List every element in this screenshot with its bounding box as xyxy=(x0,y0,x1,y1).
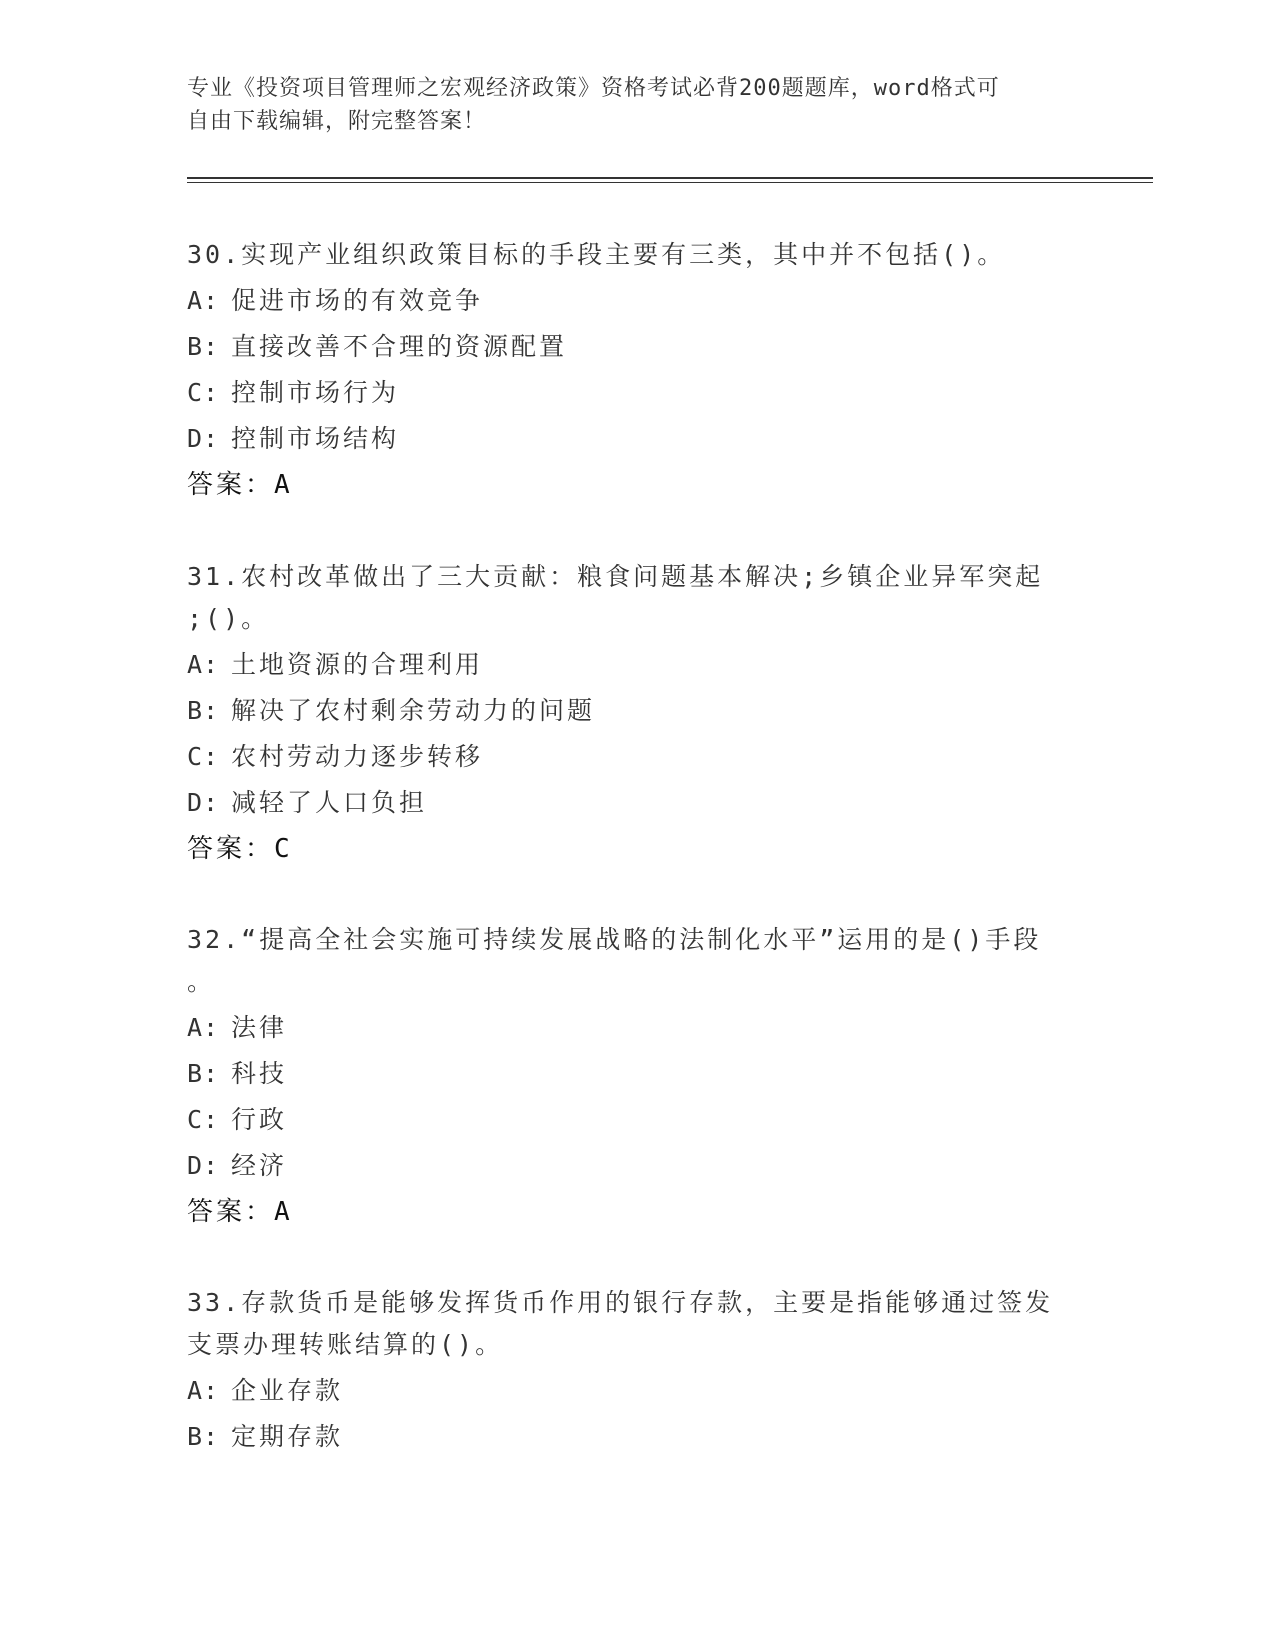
answer: 答案：A xyxy=(187,470,293,500)
option-key: B: xyxy=(187,696,220,725)
question-32 xyxy=(187,919,1087,1233)
question-stem-line-1: 33.存款货币是能够发挥货币作用的银行存款，主要是指能够通过签发 xyxy=(187,1288,1054,1317)
option-a xyxy=(187,644,1087,686)
option-key: B: xyxy=(187,1422,220,1451)
option-text: 解决了农村剩余劳动力的问题 xyxy=(231,696,596,725)
question-stem: 30.实现产业组织政策目标的手段主要有三类，其中并不包括()。 xyxy=(187,240,1006,269)
header-line-1: 专业《投资项目管理师之宏观经济政策》资格考试必背200题题库，word格式可 xyxy=(187,76,1000,101)
question-stem-line-2: 。 xyxy=(187,967,216,996)
question-stem-line-1: 32.“提高全社会实施可持续发展战略的法制化水平”运用的是()手段 xyxy=(187,925,1042,954)
option-b xyxy=(187,690,1087,732)
option-text: 经济 xyxy=(231,1151,288,1180)
option-d xyxy=(187,1145,1087,1187)
option-key: D: xyxy=(187,788,220,817)
option-text: 减轻了人口负担 xyxy=(231,788,428,817)
option-text: 定期存款 xyxy=(231,1422,344,1451)
question-33 xyxy=(187,1282,1087,1458)
question-stem-line-2: 支票办理转账结算的()。 xyxy=(187,1330,504,1359)
option-key: C: xyxy=(187,742,220,771)
option-c xyxy=(187,372,1087,414)
option-c xyxy=(187,736,1087,778)
option-key: C: xyxy=(187,1105,220,1134)
option-text: 控制市场行为 xyxy=(231,378,400,407)
option-key: B: xyxy=(187,1059,220,1088)
option-text: 促进市场的有效竞争 xyxy=(231,286,484,315)
option-key: D: xyxy=(187,424,220,453)
option-c xyxy=(187,1099,1087,1141)
option-b xyxy=(187,326,1087,368)
option-key: D: xyxy=(187,1151,220,1180)
header-line-2: 自由下载编辑，附完整答案！ xyxy=(187,109,487,134)
option-text: 农村劳动力逐步转移 xyxy=(231,742,484,771)
option-text: 行政 xyxy=(231,1105,288,1134)
option-text: 土地资源的合理利用 xyxy=(231,650,484,679)
option-key: A: xyxy=(187,650,220,679)
option-b xyxy=(187,1416,1087,1458)
option-a xyxy=(187,1370,1087,1412)
question-stem-line-1: 31.农村改革做出了三大贡献：粮食问题基本解决;乡镇企业异军突起 xyxy=(187,562,1044,591)
option-key: C: xyxy=(187,378,220,407)
document-header xyxy=(187,72,1067,138)
option-a xyxy=(187,280,1087,322)
option-text: 企业存款 xyxy=(231,1376,344,1405)
question-31 xyxy=(187,556,1087,870)
option-key: A: xyxy=(187,1376,220,1405)
answer: 答案：C xyxy=(187,834,293,864)
option-text: 科技 xyxy=(231,1059,288,1088)
answer: 答案：A xyxy=(187,1197,293,1227)
option-a xyxy=(187,1007,1087,1049)
question-stem-line-2: ;()。 xyxy=(187,604,270,633)
option-key: A: xyxy=(187,1013,220,1042)
option-key: A: xyxy=(187,286,220,315)
option-text: 法律 xyxy=(231,1013,288,1042)
option-b xyxy=(187,1053,1087,1095)
question-30 xyxy=(187,234,1087,506)
option-key: B: xyxy=(187,332,220,361)
option-d xyxy=(187,782,1087,824)
option-text: 直接改善不合理的资源配置 xyxy=(231,332,568,361)
header-divider-thin xyxy=(187,182,1153,183)
header-divider-thick xyxy=(187,177,1153,179)
option-text: 控制市场结构 xyxy=(231,424,400,453)
option-d xyxy=(187,418,1087,460)
